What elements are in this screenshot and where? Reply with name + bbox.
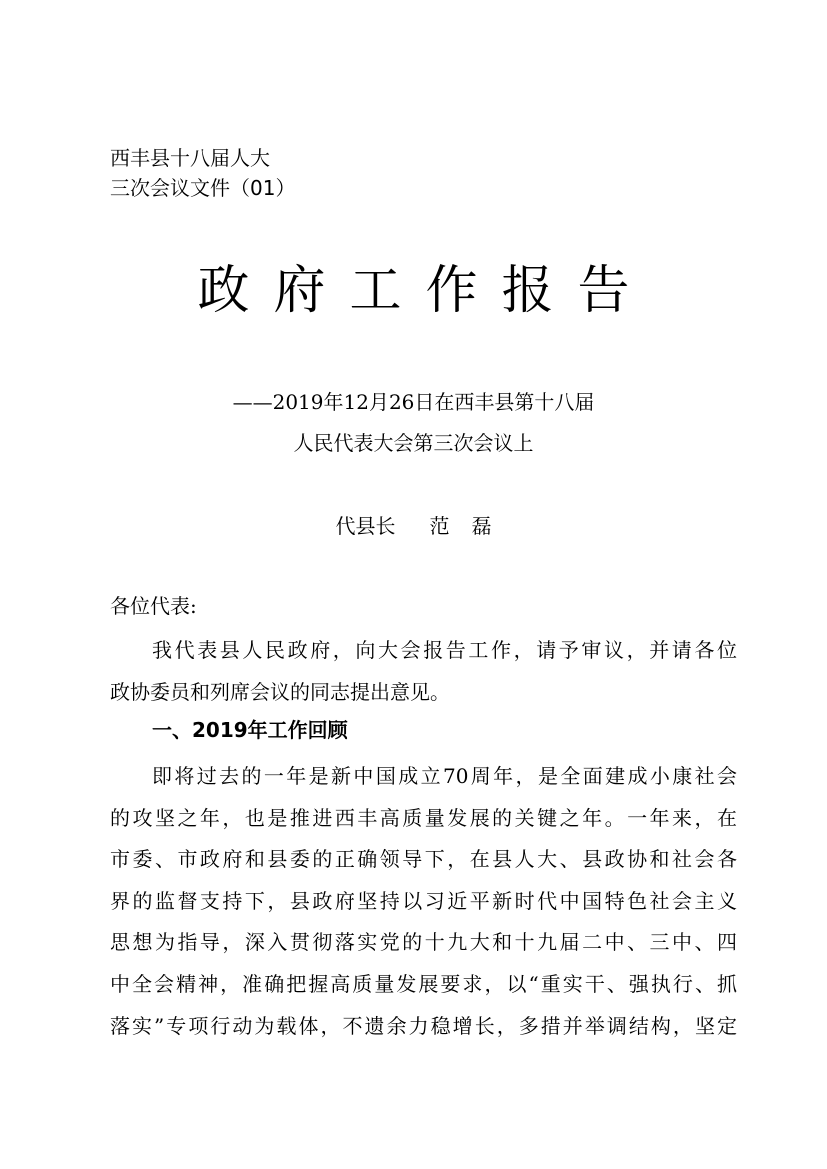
paragraph-line: 界的监督支持下，县政府坚持以习近平新时代中国特色社会主义 [110, 888, 737, 913]
paragraph-1 [110, 630, 737, 713]
paragraph-line: 思想为指导，深入贯彻落实党的十九大和十九届二中、三中、四 [110, 930, 737, 955]
document-number: 三次会议文件（01） [110, 176, 296, 200]
author-given-name: 磊 [471, 514, 492, 538]
author-surname: 范 [429, 514, 450, 538]
paragraph-line: 中全会精神，准确把握高质量发展要求，以“重实干、强执行、抓 [110, 971, 737, 996]
section-heading: 一、2019年工作回顾 [152, 718, 348, 742]
paragraph-line: 即将过去的一年是新中国成立70周年，是全面建成小康社会 [152, 764, 737, 788]
subtitle-line-2: 人民代表大会第三次会议上 [293, 431, 534, 455]
page-title: 政府工作报告 [197, 261, 654, 321]
paragraph-2 [110, 756, 737, 1047]
paragraph-line: 市委、市政府和县委的正确领导下，在县人大、县政协和社会各 [110, 847, 737, 872]
document-issuer: 西丰县十八届人大 [110, 146, 270, 170]
paragraph-line: 的攻坚之年，也是推进西丰高质量发展的关键之年。一年来，在 [110, 805, 737, 830]
author-line [0, 512, 827, 540]
paragraph-line: 落实”专项行动为载体，不遗余力稳增长，多措并举调结构，坚定 [110, 1013, 737, 1038]
author-role: 代县长 [335, 514, 396, 538]
paragraph-line: 我代表县人民政府，向大会报告工作，请予审议，并请各位 [152, 638, 737, 662]
salutation: 各位代表: [110, 594, 197, 618]
paragraph-line: 政协委员和列席会议的同志提出意见。 [110, 679, 450, 704]
subtitle-line-1: ——2019年12月26日在西丰县第十八届 [232, 390, 595, 414]
